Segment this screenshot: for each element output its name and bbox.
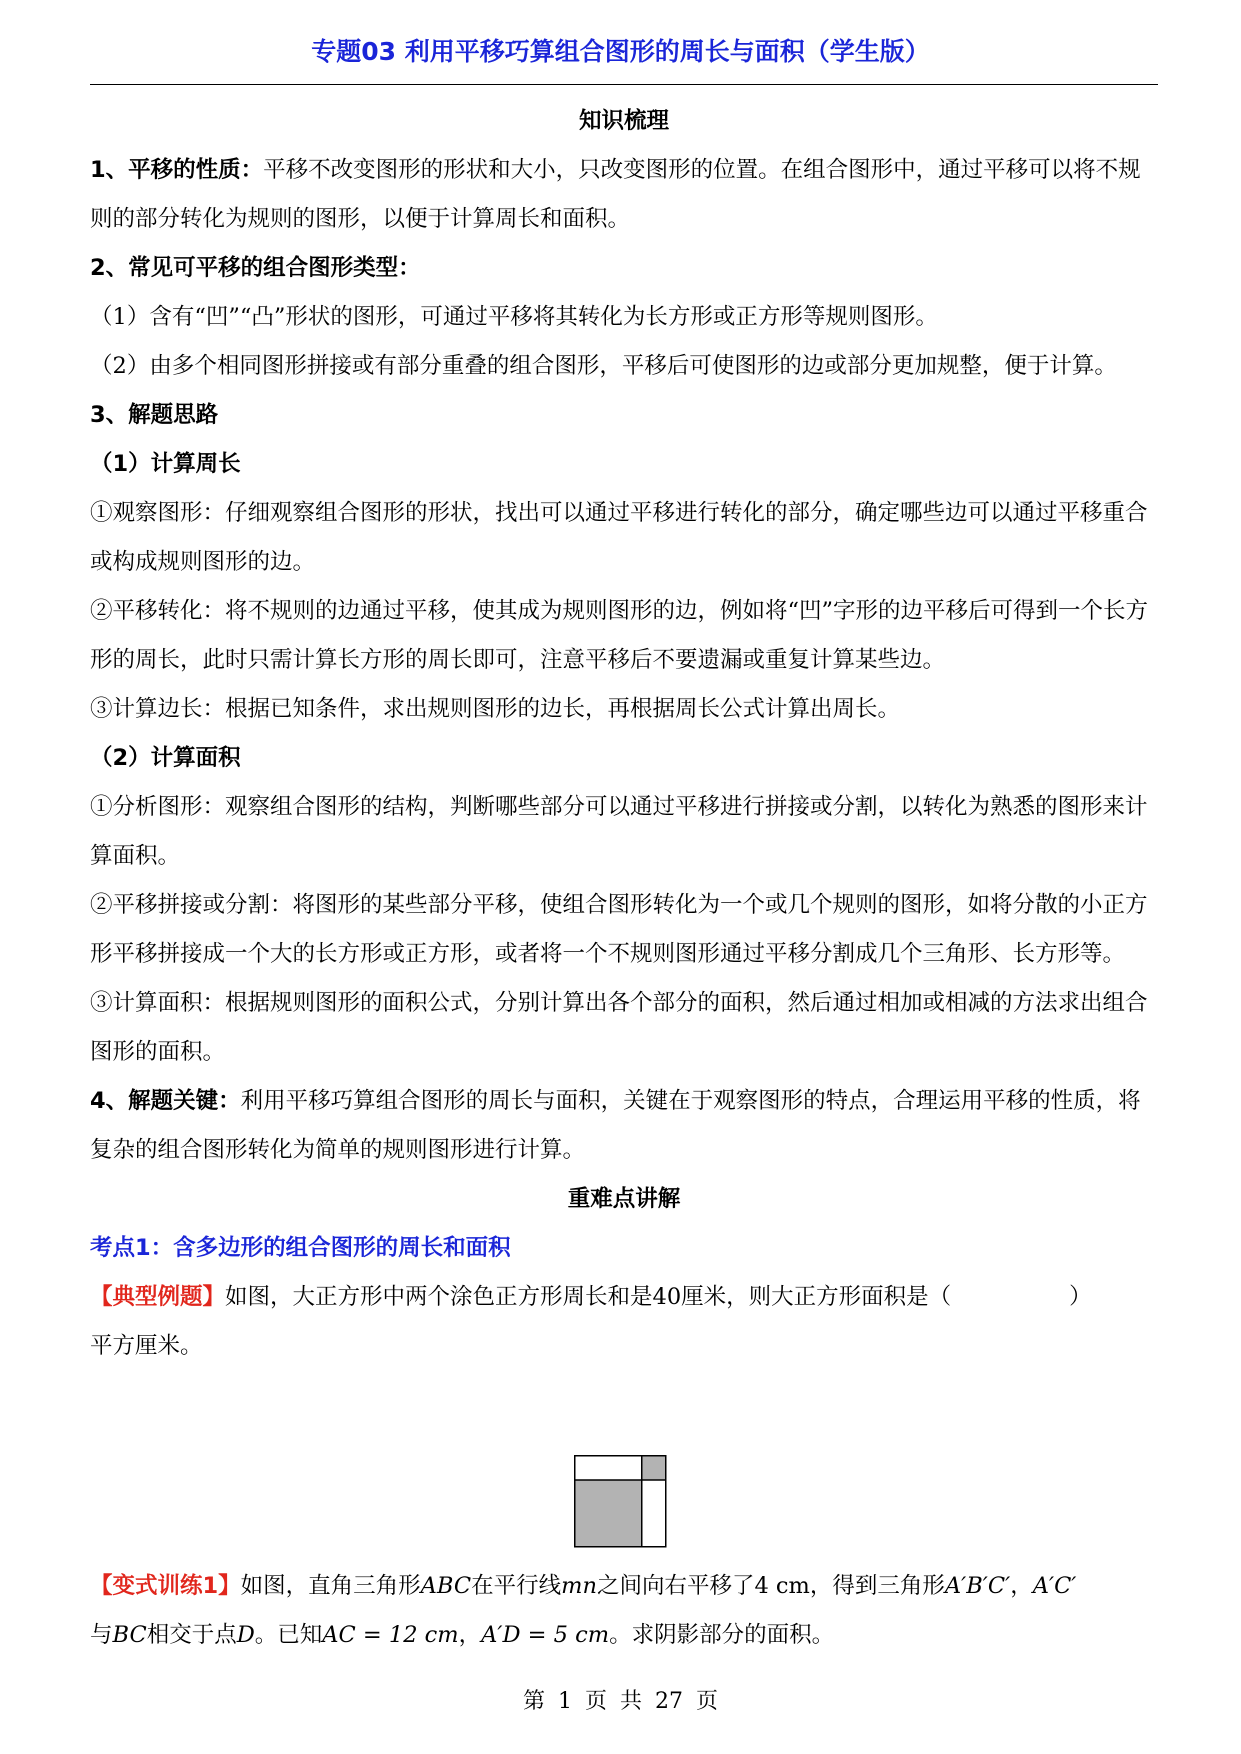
variant-text: ，得到三角形 [809, 1573, 945, 1599]
point-3-label: 3、解题思路 [90, 402, 219, 428]
point-3-sub-area: （2）计算面积 [90, 745, 241, 771]
shaded-square-large [575, 1480, 642, 1547]
section-title-knowledge: 知识梳理 [578, 108, 669, 134]
kaodian-1-title: 考点1：含多边形的组合图形的周长和面积 [90, 1235, 511, 1261]
variant-text: ， [458, 1622, 482, 1648]
given-ac: AC = 12 cm [322, 1622, 459, 1648]
given-ad: A′D = 5 cm [481, 1622, 610, 1648]
triangle-abc-prime: A′B′C′ [944, 1573, 1011, 1599]
area-step-2: ②平移拼接或分割：将图形的某些部分平移，使组合图形转化为一个或几个规则的图形，如将分散的小正方形平移拼接成一个大的长方形或正方形，或者将一个不规则图形通过平移分割成几个三角形、长方形等。 [90, 892, 1148, 967]
point-1 [90, 146, 1158, 244]
segment-bc: BC [112, 1622, 147, 1648]
variant-training [90, 1562, 1158, 1660]
point-1-label: 1、平移的性质： [90, 157, 264, 183]
parallel-mn: mn [561, 1573, 597, 1599]
page-content [90, 97, 1158, 1371]
perimeter-step-3: ③计算边长：根据已知条件，求出规则图形的边长，再根据周长公式计算出周长。 [90, 696, 901, 722]
example-text: 如图，大正方形中两个涂色正方形周长和是40厘米，则大正方形面积是（ [225, 1284, 952, 1310]
perimeter-step-2: ②平移转化：将不规则的边通过平移，使其成为规则图形的边，例如将“凹”字形的边平移后可得到一个长方形的周长，此时只需计算长方形的周长即可，注意平移后不要遗漏或重复计算某些边。 [90, 598, 1149, 673]
variant-text: 相交于点 [146, 1622, 237, 1648]
variant-text: 如图，直角三角形 [240, 1573, 421, 1599]
variant-text: 。已知 [254, 1622, 323, 1648]
variant-text: 与 [90, 1622, 113, 1648]
variant-1-line-2 [90, 1611, 1158, 1660]
variant-1-line-1 [90, 1562, 1158, 1611]
triangle-abc: ABC [420, 1573, 472, 1599]
example-tail: 平方厘米。 [90, 1333, 203, 1359]
point-1-text: 平移不改变图形的形状和大小，只改变图形的位置。在组合图形中，通过平移可以将不规则的部分转化为规则的图形，以便于计算周长和面积。 [90, 157, 1141, 232]
page-footer: 第 1 页 共 27 页 [523, 1689, 718, 1714]
example-close: ） [1069, 1284, 1092, 1310]
example-question [90, 1273, 1158, 1322]
squares-figure [574, 1455, 668, 1549]
variant-text: 。求阴影部分的面积。 [609, 1622, 835, 1648]
variant-text: 在平行线 [471, 1573, 562, 1599]
area-step-1: ①分析图形：观察组合图形的结构，判断哪些部分可以通过平移进行拼接或分割，以转化为熟悉的图形来计算面积。 [90, 794, 1148, 869]
perimeter-step-1: ①观察图形：仔细观察组合图形的形状，找出可以通过平移进行转化的部分，确定哪些边可以通过平移重合或构成规则图形的边。 [90, 500, 1148, 575]
point-4-text: 利用平移巧算组合图形的周长与面积，关键在于观察图形的特点，合理运用平移的性质，将复杂的组合图形转化为简单的规则图形进行计算。 [90, 1088, 1141, 1163]
point-2-item-2: （2）由多个相同图形拼接或有部分重叠的组合图形，平移后可使图形的边或部分更加规整，便于计算。 [90, 353, 1117, 379]
variant-1-tag: 【变式训练1】 [90, 1573, 241, 1599]
point-2-item-1: （1）含有“凹”“凸”形状的图形，可通过平移将其转化为长方形或正方形等规则图形。 [90, 304, 938, 330]
segment-ac-prime: A′C′ [1032, 1573, 1077, 1599]
point-3-sub-perimeter: （1）计算周长 [90, 451, 241, 477]
variant-text: ， [1010, 1573, 1033, 1599]
variant-text: 之间向右平移了 [596, 1573, 755, 1599]
section-title-key-points: 重难点讲解 [567, 1186, 681, 1212]
point-4 [90, 1077, 1158, 1175]
shaded-square-small [642, 1456, 666, 1480]
document-title: 专题03 利用平移巧算组合图形的周长与面积（学生版） [311, 37, 930, 66]
header-divider [90, 84, 1158, 85]
example-tag: 【典型例题】 [90, 1284, 226, 1310]
point-4-label: 4、解题关键： [90, 1088, 241, 1114]
area-step-3: ③计算面积：根据规则图形的面积公式，分别计算出各个部分的面积，然后通过相加或相减的方法求出组合图形的面积。 [90, 990, 1148, 1065]
point-2-label: 2、常见可平移的组合图形类型： [90, 255, 421, 281]
shift-distance: 4 cm [754, 1573, 810, 1599]
point-d: D [236, 1622, 255, 1648]
